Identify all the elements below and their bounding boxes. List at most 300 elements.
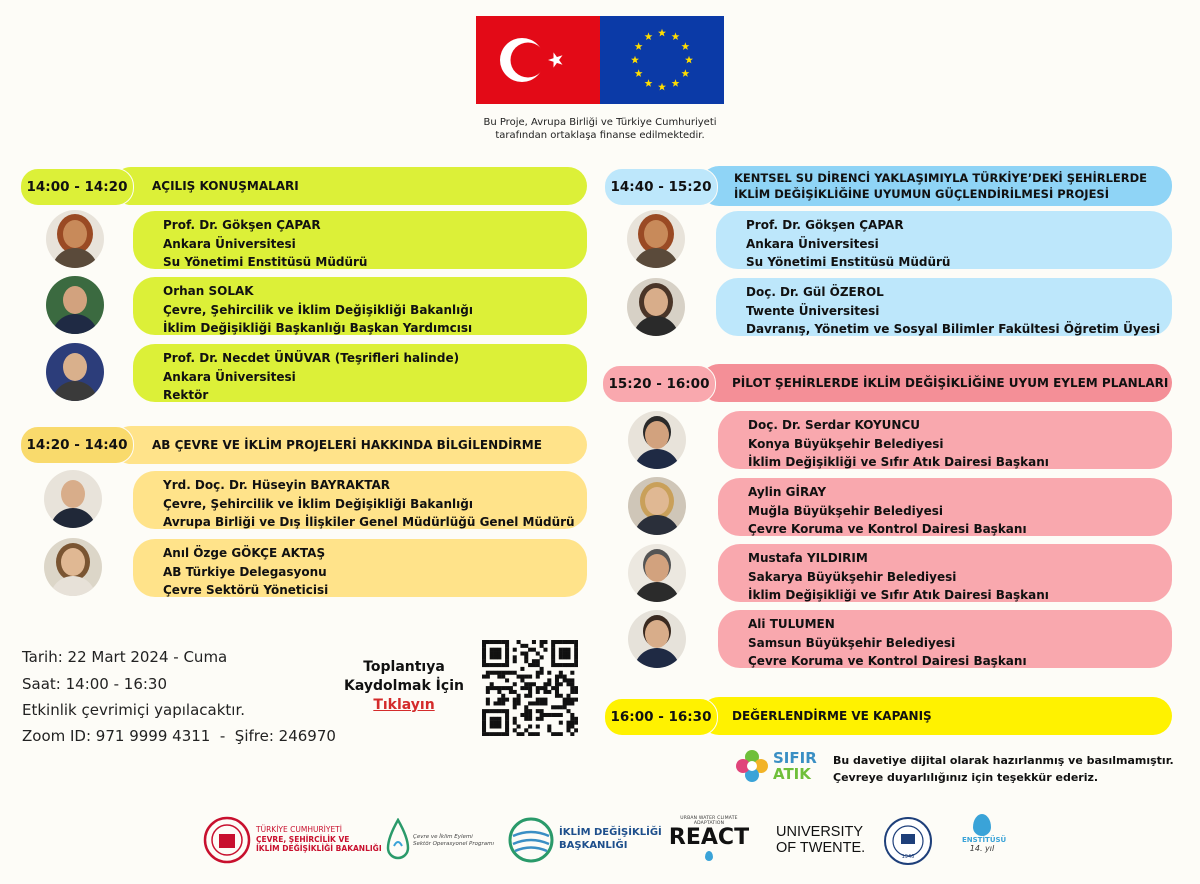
- climate-presidency-text: [559, 826, 662, 852]
- qr-module: [513, 705, 517, 709]
- speaker-card: [716, 211, 1172, 269]
- speaker-role: Çevre Koruma ve Kontrol Dairesi Başkanı: [748, 654, 1027, 668]
- speaker-card: [133, 471, 587, 529]
- turkey-flag: [476, 16, 600, 104]
- qr-module: [540, 671, 544, 675]
- qr-module: [520, 686, 524, 690]
- qr-module: [490, 655, 494, 659]
- qr-module: [520, 732, 524, 736]
- qr-module: [528, 682, 532, 686]
- sector-program-line-1: Çevre ve İklim Eylemi: [413, 834, 473, 840]
- ministry-line-1: TÜRKİYE CUMHURİYETİ: [256, 825, 342, 834]
- qr-module: [566, 682, 570, 686]
- note-line-1: Bu davetiye dijital olarak hazırlanmış ve basılmamıştır.: [833, 754, 1174, 767]
- qr-module: [513, 655, 517, 659]
- qr-module: [566, 678, 570, 682]
- qr-module: [505, 732, 509, 736]
- qr-module: [563, 648, 567, 652]
- zero-waste-logo-bottom: ATIK: [773, 765, 811, 783]
- qr-module: [566, 652, 570, 656]
- qr-module: [520, 644, 524, 648]
- qr-module: [497, 675, 501, 679]
- qr-module: [497, 655, 501, 659]
- qr-module: [494, 648, 498, 652]
- speaker-role: İklim Değişikliği Başkanlığı Başkan Yardımcısı: [163, 321, 473, 335]
- qr-module: [566, 648, 570, 652]
- qr-module: [501, 709, 505, 713]
- ministry-logo-text: [256, 825, 382, 854]
- qr-module: [555, 713, 559, 717]
- registration-qr-code[interactable]: [482, 640, 578, 736]
- speaker-institution: Muğla Büyükşehir Belediyesi: [748, 503, 943, 518]
- qr-module: [513, 717, 517, 721]
- qr-module: [528, 713, 532, 717]
- ankara-year: 1946: [901, 854, 915, 860]
- qr-module: [494, 686, 498, 690]
- qr-module: [505, 698, 509, 702]
- qr-module: [570, 701, 574, 705]
- qr-module: [501, 732, 505, 736]
- qr-module: [574, 717, 578, 721]
- speaker-photo: [46, 343, 104, 401]
- qr-module: [494, 652, 498, 656]
- qr-module: [540, 713, 544, 717]
- speaker-role: İklim Değişikliği ve Sıfır Atık Dairesi Başkanı: [748, 588, 1049, 602]
- speaker-photo: [628, 477, 686, 535]
- qr-module: [528, 732, 532, 736]
- note-line-2: Çevreye duyarlılığınız için teşekkür ederiz.: [833, 771, 1099, 784]
- qr-module: [536, 659, 540, 663]
- qr-module: [555, 690, 559, 694]
- qr-module: [566, 709, 570, 713]
- qr-module: [486, 732, 490, 736]
- qr-module: [520, 713, 524, 717]
- qr-module: [524, 686, 528, 690]
- speaker-role: Su Yönetimi Enstitüsü Müdürü: [746, 255, 951, 269]
- qr-module: [540, 655, 544, 659]
- speaker-institution: AB Türkiye Delegasyonu: [163, 564, 327, 579]
- enstitusu-label: ENSTİTÜSÜ: [962, 836, 1007, 844]
- speaker-role: Avrupa Birliği ve Dış İlişkiler Genel Müdürlüğü Genel Müdürü: [163, 515, 575, 529]
- qr-module: [505, 648, 509, 652]
- qr-module: [524, 713, 528, 717]
- qr-module: [540, 686, 544, 690]
- qr-module: [570, 698, 574, 702]
- qr-module: [536, 724, 540, 728]
- qr-module: [555, 694, 559, 698]
- qr-module: [570, 690, 574, 694]
- qr-module: [497, 732, 501, 736]
- qr-module: [524, 655, 528, 659]
- qr-module: [536, 671, 540, 675]
- sector-program-drop-icon: [384, 818, 412, 862]
- eu-star: [635, 42, 643, 50]
- qr-module: [490, 663, 494, 667]
- qr-module: [543, 690, 547, 694]
- qr-module: [505, 724, 509, 728]
- qr-module: [532, 682, 536, 686]
- zero-waste-flower-icon: [734, 748, 770, 784]
- qr-module: [494, 721, 498, 725]
- qr-module: [551, 713, 555, 717]
- qr-module: [559, 721, 563, 725]
- qr-module: [563, 698, 567, 702]
- twente-line-2: OF TWENTE.: [776, 840, 866, 856]
- qr-module: [563, 663, 567, 667]
- session-title-eu-projects: [112, 426, 587, 464]
- session-time-pilot-cities: [602, 365, 716, 403]
- qr-module: [490, 640, 494, 644]
- qr-module: [559, 732, 563, 736]
- session-time-text: 14:40 - 15:20: [610, 179, 712, 195]
- qr-module: [574, 686, 578, 690]
- ministry-line-3: İKLİM DEĞİŞİKLİĞİ BAKANLIĞI: [256, 844, 382, 853]
- qr-module: [505, 640, 509, 644]
- qr-module: [494, 732, 498, 736]
- qr-module: [536, 732, 540, 736]
- twente-line-1: UNIVERSITY: [776, 824, 864, 840]
- speaker-institution: Sakarya Büyükşehir Belediyesi: [748, 569, 957, 584]
- qr-module: [490, 652, 494, 656]
- qr-module: [509, 690, 513, 694]
- qr-module: [570, 717, 574, 721]
- qr-module: [486, 675, 490, 679]
- session-time-urban-water: [604, 168, 718, 206]
- qr-module: [566, 701, 570, 705]
- qr-module: [505, 644, 509, 648]
- registration-link[interactable]: Tıklayın: [373, 697, 435, 713]
- qr-module: [524, 675, 528, 679]
- qr-module: [513, 648, 517, 652]
- twente-logo: [776, 824, 865, 856]
- funding-line-1: Bu Proje, Avrupa Birliği ve Türkiye Cumhuriyeti: [483, 117, 717, 128]
- speaker-institution: Konya Büyükşehir Belediyesi: [748, 436, 944, 451]
- qr-module: [574, 652, 578, 656]
- qr-module: [570, 640, 574, 644]
- qr-module: [513, 721, 517, 725]
- speaker-name: Aylin GİRAY: [748, 485, 827, 499]
- eu-star: [672, 32, 680, 40]
- session-title-opening: [112, 167, 587, 205]
- qr-module: [517, 640, 521, 644]
- qr-module: [497, 690, 501, 694]
- qr-module: [517, 698, 521, 702]
- qr-module: [528, 675, 532, 679]
- speaker-name: Prof. Dr. Gökşen ÇAPAR: [746, 218, 904, 232]
- qr-module: [517, 694, 521, 698]
- eu-star: [645, 79, 653, 87]
- qr-module: [555, 678, 559, 682]
- qr-module: [497, 671, 501, 675]
- qr-module: [482, 640, 486, 644]
- qr-module: [574, 690, 578, 694]
- sector-program-text: [413, 834, 494, 848]
- speaker-institution: Ankara Üniversitesi: [163, 369, 296, 384]
- qr-module: [486, 709, 490, 713]
- speaker-card: [133, 277, 587, 335]
- speaker-photo: [628, 411, 686, 469]
- qr-module: [547, 728, 551, 732]
- qr-module: [566, 640, 570, 644]
- qr-module: [532, 701, 536, 705]
- qr-module: [543, 686, 547, 690]
- eu-star: [681, 69, 689, 77]
- qr-module: [524, 728, 528, 732]
- qr-module: [501, 698, 505, 702]
- qr-module: [566, 655, 570, 659]
- qr-module: [494, 655, 498, 659]
- speaker-name: Prof. Dr. Necdet ÜNÜVAR (Teşrifleri halinde): [163, 351, 460, 365]
- qr-module: [555, 705, 559, 709]
- qr-module: [551, 663, 555, 667]
- qr-module: [551, 652, 555, 656]
- qr-module: [536, 675, 540, 679]
- registration-block: [330, 658, 478, 715]
- qr-module: [543, 682, 547, 686]
- qr-module: [551, 686, 555, 690]
- session-title-urban-water: [700, 166, 1172, 206]
- qr-module: [566, 721, 570, 725]
- qr-module: [497, 698, 501, 702]
- speaker-card: [133, 539, 587, 597]
- qr-module: [497, 686, 501, 690]
- event-online-note: Etkinlik çevrimiçi yapılacaktır.: [22, 701, 246, 719]
- qr-module: [497, 709, 501, 713]
- qr-module: [574, 659, 578, 663]
- qr-module: [570, 721, 574, 725]
- session-time-closing: [604, 698, 718, 736]
- qr-module: [524, 652, 528, 656]
- qr-module: [528, 724, 532, 728]
- speaker-institution: Ankara Üniversitesi: [746, 236, 879, 251]
- qr-module: [524, 659, 528, 663]
- qr-module: [517, 724, 521, 728]
- qr-module: [490, 717, 494, 721]
- qr-module: [570, 713, 574, 717]
- qr-module: [536, 663, 540, 667]
- qr-module: [501, 701, 505, 705]
- speaker-name: Mustafa YILDIRIM: [748, 551, 868, 565]
- funding-line-2: tarafından ortaklaşa finanse edilmektedir.: [495, 130, 705, 141]
- qr-module: [551, 644, 555, 648]
- qr-module: [536, 690, 540, 694]
- qr-module: [566, 724, 570, 728]
- speaker-card: [718, 544, 1172, 602]
- react-tagline: URBAN WATER CLIMATE ADAPTATION: [680, 816, 738, 826]
- speaker-institution: Ankara Üniversitesi: [163, 236, 296, 251]
- qr-module: [566, 663, 570, 667]
- react-logo: [668, 816, 750, 861]
- qr-module: [536, 686, 540, 690]
- eu-star: [645, 32, 653, 40]
- qr-module: [532, 640, 536, 644]
- qr-module: [551, 648, 555, 652]
- qr-module: [563, 640, 567, 644]
- qr-module: [490, 724, 494, 728]
- qr-module: [559, 663, 563, 667]
- qr-module: [482, 675, 486, 679]
- qr-module: [559, 705, 563, 709]
- qr-module: [505, 655, 509, 659]
- session-time-opening: [20, 168, 134, 206]
- speaker-institution: Samsun Büyükşehir Belediyesi: [748, 635, 956, 650]
- qr-module: [570, 671, 574, 675]
- qr-module: [528, 686, 532, 690]
- qr-module: [543, 713, 547, 717]
- qr-module: [547, 671, 551, 675]
- qr-module: [497, 701, 501, 705]
- speaker-role: Çevre Sektörü Yöneticisi: [163, 583, 329, 597]
- qr-module: [482, 728, 486, 732]
- session-time-eu-projects: [20, 426, 134, 464]
- qr-module: [570, 678, 574, 682]
- qr-module: [532, 663, 536, 667]
- qr-module: [559, 713, 563, 717]
- speaker-name: Anıl Özge GÖKÇE AKTAŞ: [163, 546, 326, 560]
- qr-module: [486, 663, 490, 667]
- qr-module: [555, 686, 559, 690]
- qr-module: [559, 652, 563, 656]
- qr-module: [528, 717, 532, 721]
- qr-module: [559, 671, 563, 675]
- speaker-photo: [628, 544, 686, 602]
- qr-module: [494, 717, 498, 721]
- react-wordmark: REACT: [668, 825, 750, 850]
- qr-module: [501, 694, 505, 698]
- speaker-photo: [46, 210, 104, 268]
- funding-notice: [440, 116, 760, 142]
- zero-waste-logo: [773, 750, 817, 782]
- eu-star: [631, 56, 639, 64]
- qr-module: [494, 663, 498, 667]
- qr-module: [501, 675, 505, 679]
- qr-module: [494, 640, 498, 644]
- qr-module: [559, 648, 563, 652]
- session-title-text: DEĞERLENDİRME VE KAPANIŞ: [732, 709, 932, 723]
- session-title-line-1: KENTSEL SU DİRENCİ YAKLAŞIMIYLA TÜRKİYE’DEKİ ŞEHİRLERDE: [734, 171, 1148, 185]
- qr-module: [524, 709, 528, 713]
- qr-module: [520, 678, 524, 682]
- climate-presidency-line-2: BAŞKANLIĞI: [559, 840, 628, 851]
- qr-module: [559, 682, 563, 686]
- qr-module: [536, 717, 540, 721]
- qr-module: [517, 732, 521, 736]
- ankara-university-seal-icon: [883, 816, 933, 866]
- speaker-photo: [628, 610, 686, 668]
- qr-module: [490, 709, 494, 713]
- qr-module: [563, 705, 567, 709]
- qr-module: [536, 652, 540, 656]
- qr-module: [570, 663, 574, 667]
- qr-module: [497, 721, 501, 725]
- qr-module: [494, 701, 498, 705]
- speaker-card: [133, 211, 587, 269]
- qr-module: [570, 732, 574, 736]
- qr-module: [505, 678, 509, 682]
- session-title-pilot-cities: [700, 364, 1172, 402]
- qr-module: [505, 728, 509, 732]
- qr-module: [540, 698, 544, 702]
- speaker-role: Davranış, Yönetim ve Sosyal Bilimler Fakültesi Öğretim Üyesi: [746, 322, 1161, 336]
- speaker-role: İklim Değişikliği ve Sıfır Atık Dairesi Başkanı: [748, 455, 1049, 469]
- qr-module: [524, 644, 528, 648]
- speaker-name: Orhan SOLAK: [163, 284, 254, 298]
- qr-module: [501, 640, 505, 644]
- qr-module: [497, 648, 501, 652]
- qr-module: [513, 698, 517, 702]
- qr-module: [486, 640, 490, 644]
- qr-module: [482, 655, 486, 659]
- qr-module: [524, 705, 528, 709]
- qr-module: [520, 675, 524, 679]
- qr-module: [574, 655, 578, 659]
- qr-module: [566, 694, 570, 698]
- qr-module: [540, 709, 544, 713]
- qr-module: [490, 648, 494, 652]
- qr-module: [540, 644, 544, 648]
- qr-module: [482, 659, 486, 663]
- enstitusu-year: 14. yıl: [969, 844, 995, 853]
- qr-module: [505, 652, 509, 656]
- qr-module: [505, 709, 509, 713]
- qr-module: [486, 690, 490, 694]
- qr-module: [482, 717, 486, 721]
- qr-module: [509, 686, 513, 690]
- qr-module: [551, 732, 555, 736]
- speaker-photo: [627, 210, 685, 268]
- qr-module: [566, 698, 570, 702]
- speaker-name: Doç. Dr. Gül ÖZEROL: [746, 285, 884, 299]
- qr-module: [540, 667, 544, 671]
- qr-module: [494, 671, 498, 675]
- qr-module: [540, 640, 544, 644]
- speaker-card: [133, 344, 587, 402]
- qr-module: [501, 663, 505, 667]
- qr-module: [490, 682, 494, 686]
- speaker-card: [718, 610, 1172, 668]
- eu-star: [672, 79, 680, 87]
- qr-module: [551, 655, 555, 659]
- session-time-text: 14:00 - 14:20: [26, 179, 128, 195]
- speaker-name: Prof. Dr. Gökşen ÇAPAR: [163, 218, 321, 232]
- qr-module: [574, 640, 578, 644]
- session-title-text: AÇILIŞ KONUŞMALARI: [152, 179, 299, 193]
- speaker-role: Su Yönetimi Enstitüsü Müdürü: [163, 255, 368, 269]
- qr-module: [505, 721, 509, 725]
- qr-module: [555, 675, 559, 679]
- event-date: Tarih: 22 Mart 2024 - Cuma: [22, 648, 228, 666]
- qr-module: [490, 671, 494, 675]
- qr-module: [551, 705, 555, 709]
- qr-module: [547, 713, 551, 717]
- session-time-text: 16:00 - 16:30: [610, 709, 712, 725]
- water-drop-icon: [973, 814, 991, 836]
- qr-module: [574, 728, 578, 732]
- qr-module: [505, 717, 509, 721]
- speaker-institution: Twente Üniversitesi: [746, 303, 880, 318]
- qr-module: [482, 721, 486, 725]
- session-title-text: PİLOT ŞEHİRLERDE İKLİM DEĞİŞİKLİĞİNE UYUM EYLEM PLANLARI: [732, 376, 1169, 390]
- qr-module: [497, 652, 501, 656]
- qr-module: [501, 686, 505, 690]
- event-time: Saat: 14:00 - 16:30: [22, 675, 168, 693]
- speaker-name: Doç. Dr. Serdar KOYUNCU: [748, 418, 921, 432]
- qr-module: [559, 655, 563, 659]
- speaker-institution: Çevre, Şehircilik ve İklim Değişikliği Bakanlığı: [163, 302, 473, 317]
- qr-module: [574, 644, 578, 648]
- react-drop-icon: [705, 851, 713, 861]
- qr-module: [528, 648, 532, 652]
